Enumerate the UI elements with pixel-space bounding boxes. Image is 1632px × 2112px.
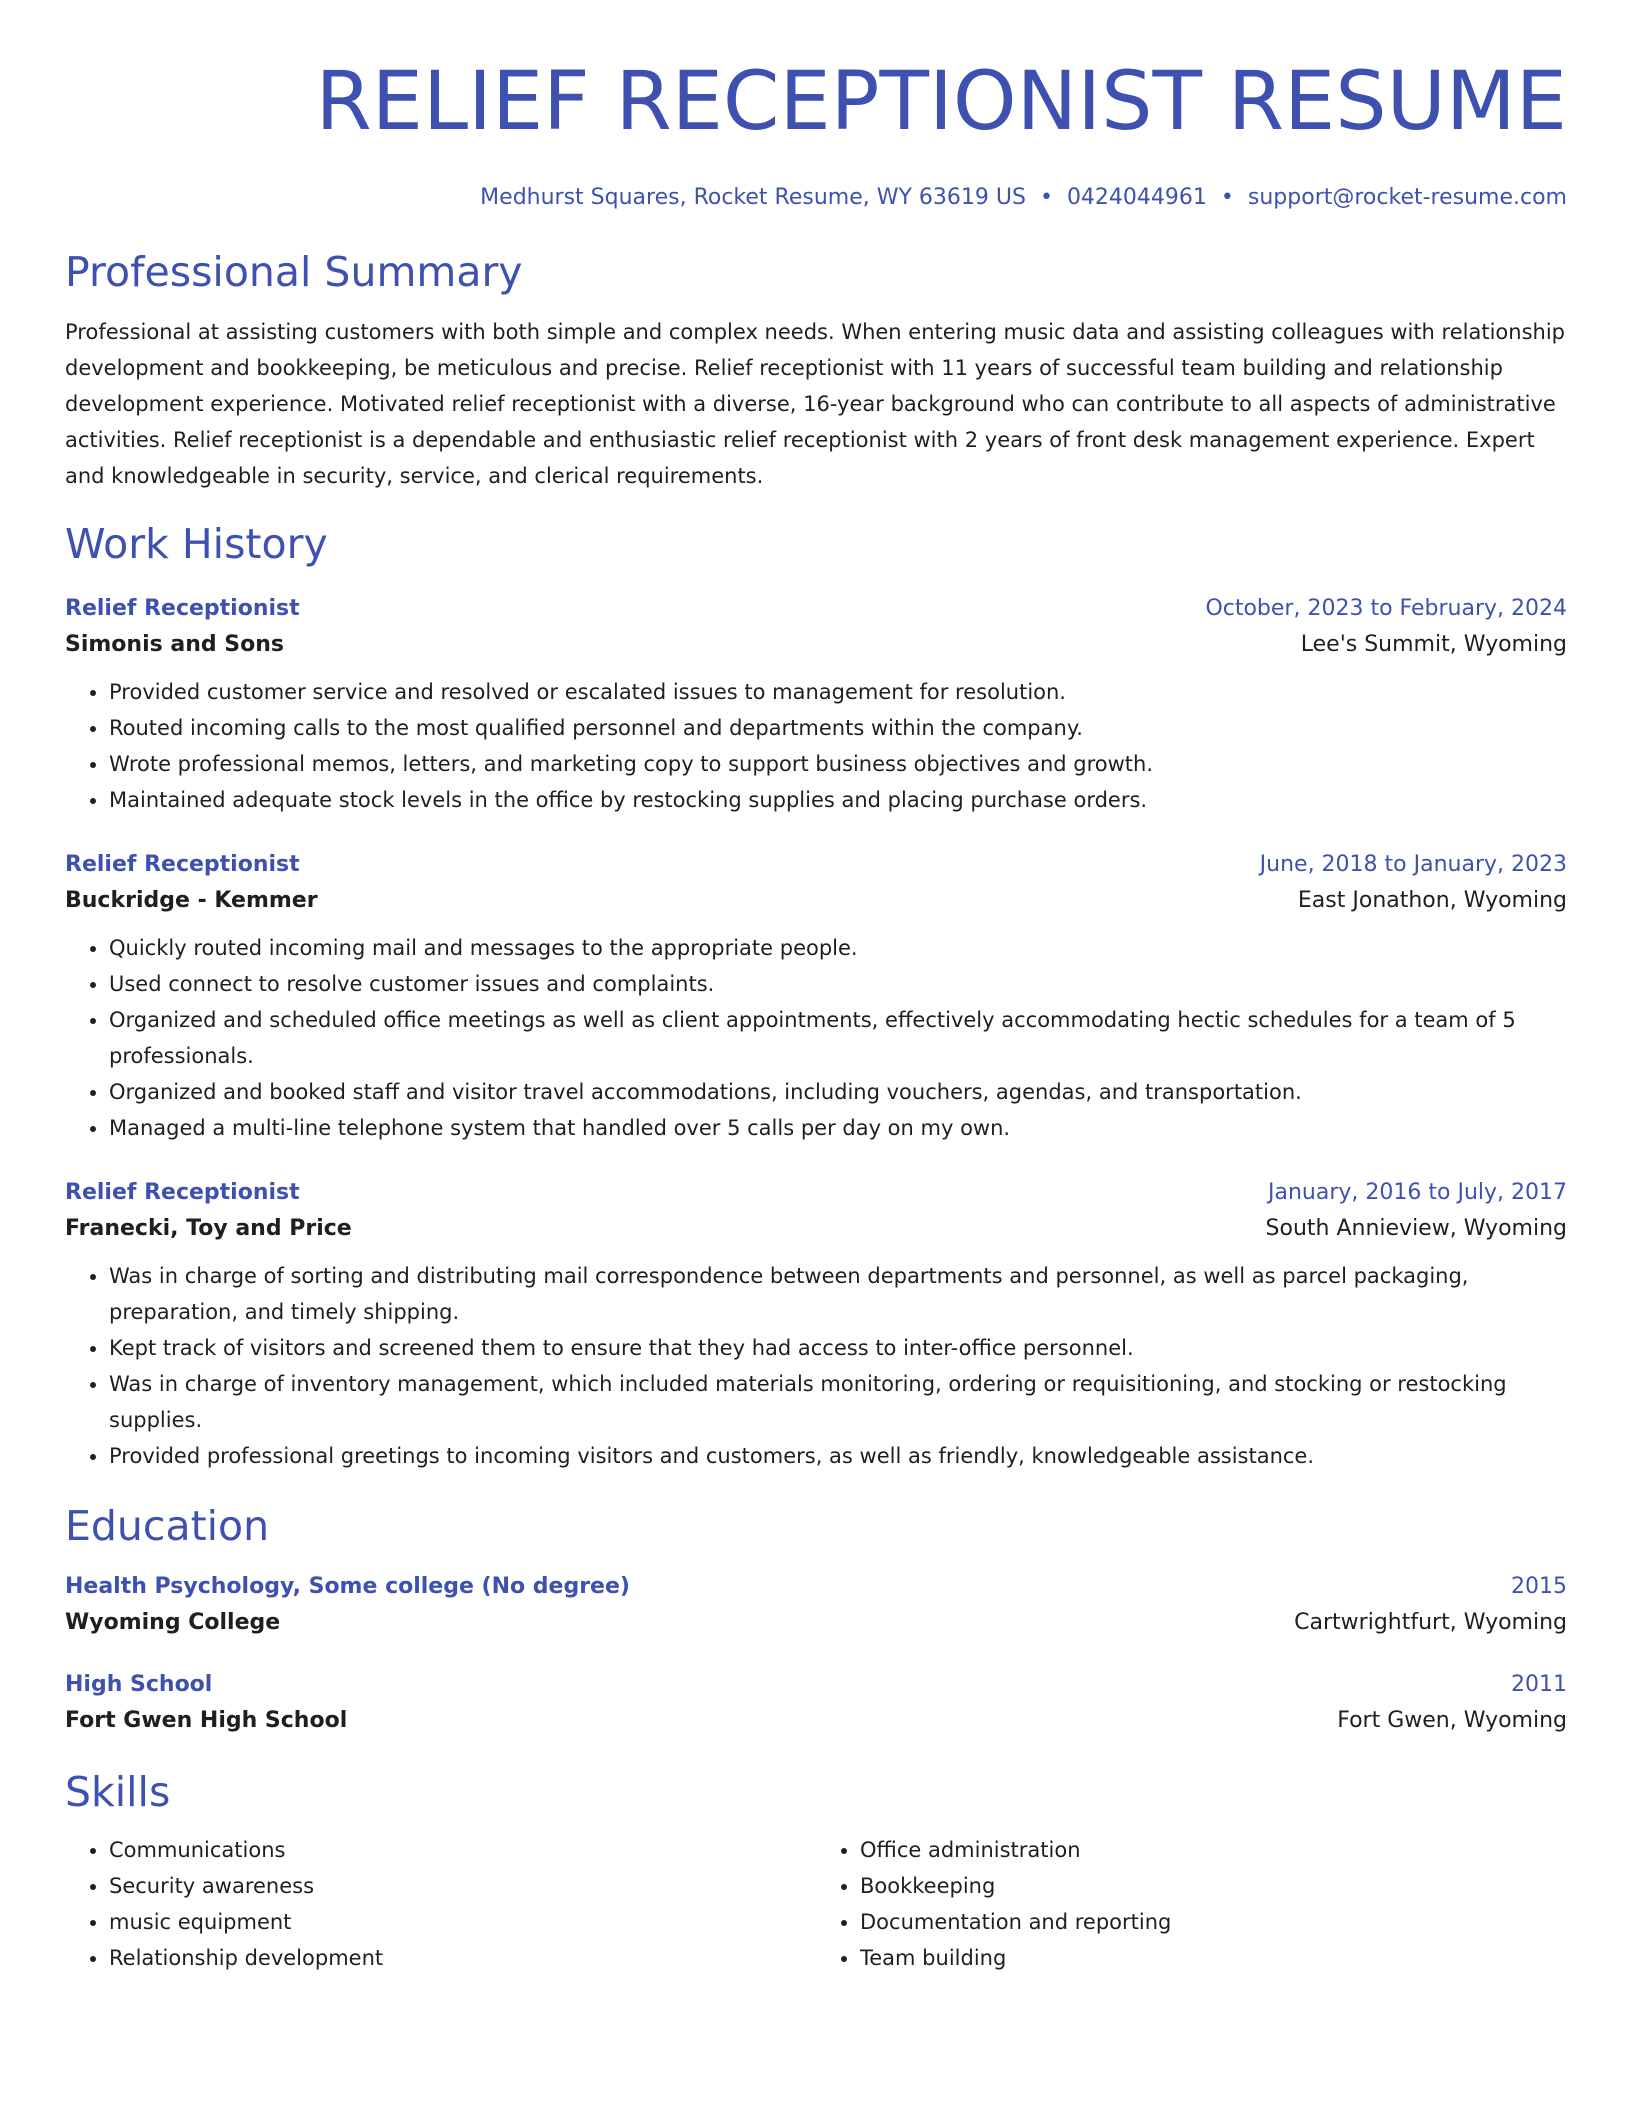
contact-email: support@rocket-resume.com <box>1247 185 1567 210</box>
summary-section <box>65 246 1567 494</box>
job-dates: January, 2016 to July, 2017 <box>1268 1180 1567 1205</box>
job-bullet: • Quickly routed incoming mail and messages to the appropriate people. <box>109 930 1567 966</box>
education-school: Fort Gwen High School <box>65 1708 348 1733</box>
job-company: Simonis and Sons <box>65 632 285 657</box>
skill-item: • Documentation and reporting <box>860 1904 1567 1940</box>
job-bullets <box>65 1258 1567 1474</box>
work-history-heading: Work History <box>65 520 328 568</box>
job-bullet: • Kept track of visitors and screened them to ensure that they had access to inter-office personnel. <box>109 1330 1567 1366</box>
job-bullets <box>65 930 1567 1146</box>
job-bullet: • Maintained adequate stock levels in the office by restocking supplies and placing purchase orders. <box>109 782 1567 818</box>
job-entry <box>65 1176 1567 1474</box>
education-school: Wyoming College <box>65 1610 281 1635</box>
education-degree: Health Psychology, Some college (No degree) <box>65 1574 630 1599</box>
job-bullet: • Routed incoming calls to the most qualified personnel and departments within the company. <box>109 710 1567 746</box>
skills-section <box>65 1766 1567 1976</box>
resume-title: RELIEF RECEPTIONIST RESUME <box>315 55 1567 149</box>
job-bullet: • Organized and booked staff and visitor travel accommodations, including vouchers, agendas, and transportation. <box>109 1074 1567 1110</box>
job-bullet: • Managed a multi-line telephone system that handled over 5 calls per day on my own. <box>109 1110 1567 1146</box>
job-bullet: • Provided customer service and resolved or escalated issues to management for resolution. <box>109 674 1567 710</box>
work-history-section <box>65 518 1567 1474</box>
skill-item: • Office administration <box>860 1832 1567 1868</box>
skills-columns <box>65 1832 1567 1976</box>
education-heading: Education <box>65 1502 270 1550</box>
job-location: East Jonathon, Wyoming <box>1297 888 1567 913</box>
contact-separator: • <box>1220 185 1234 210</box>
job-bullet: • Used connect to resolve customer issues and complaints. <box>109 966 1567 1002</box>
contact-line <box>65 182 1567 214</box>
education-entry <box>65 1570 1567 1642</box>
job-bullets <box>65 674 1567 818</box>
education-year: 2011 <box>1511 1672 1567 1697</box>
job-dates: June, 2018 to January, 2023 <box>1259 852 1567 877</box>
contact-separator: • <box>1039 185 1053 210</box>
education-entry <box>65 1668 1567 1740</box>
job-dates: October, 2023 to February, 2024 <box>1205 596 1567 621</box>
skills-list-right <box>816 1832 1567 1976</box>
skill-item: • Bookkeeping <box>860 1868 1567 1904</box>
contact-phone: 0424044961 <box>1066 185 1207 210</box>
job-bullet: • Provided professional greetings to incoming visitors and customers, as well as friendly, knowledgeable assistance. <box>109 1438 1567 1474</box>
summary-text: Professional at assisting customers with both simple and complex needs. When entering music data and assisting colleagues with relationship development and bookkeeping, be meticulous and precise. Relief receptionist with 11 years of successful team building and relationship development experience. Motivated relief receptionist with a diverse, 16-year background who can contribute to all aspects of administrative activities. Relief receptionist is a dependable and enthusiastic relief receptionist with 2 years of front desk management experience. Expert and knowledgeable in security, service, and clerical requirements. <box>65 320 1565 488</box>
job-entry <box>65 848 1567 1146</box>
job-role: Relief Receptionist <box>65 852 300 877</box>
skill-item: • Team building <box>860 1940 1567 1976</box>
education-degree: High School <box>65 1672 213 1697</box>
contact-address: Medhurst Squares, Rocket Resume, WY 63619 US <box>480 185 1026 210</box>
job-entry <box>65 592 1567 818</box>
job-company: Buckridge - Kemmer <box>65 888 318 913</box>
skill-item: • Security awareness <box>109 1868 816 1904</box>
job-role: Relief Receptionist <box>65 596 300 621</box>
education-location: Fort Gwen, Wyoming <box>1337 1708 1567 1733</box>
education-year: 2015 <box>1511 1574 1567 1599</box>
skill-item: • music equipment <box>109 1904 816 1940</box>
skills-list-left <box>65 1832 816 1976</box>
job-bullet: • Was in charge of sorting and distributing mail correspondence between departments and personnel, as well as parcel packaging, preparation, and timely shipping. <box>109 1258 1567 1330</box>
skills-heading: Skills <box>65 1768 171 1816</box>
education-section <box>65 1500 1567 1740</box>
skill-item: • Communications <box>109 1832 816 1868</box>
job-bullet: • Organized and scheduled office meetings as well as client appointments, effectively accommodating hectic schedules for a team of 5 professionals. <box>109 1002 1567 1074</box>
job-bullet: • Was in charge of inventory management, which included materials monitoring, ordering or requisitioning, and stocking or restocking supplies. <box>109 1366 1567 1438</box>
skill-item: • Relationship development <box>109 1940 816 1976</box>
job-company: Franecki, Toy and Price <box>65 1216 352 1241</box>
job-location: South Annieview, Wyoming <box>1265 1216 1567 1241</box>
job-location: Lee's Summit, Wyoming <box>1300 632 1567 657</box>
summary-heading: Professional Summary <box>65 248 523 296</box>
job-role: Relief Receptionist <box>65 1180 300 1205</box>
resume-header <box>65 52 1567 214</box>
education-location: Cartwrightfurt, Wyoming <box>1294 1610 1567 1635</box>
job-bullet: • Wrote professional memos, letters, and marketing copy to support business objectives and growth. <box>109 746 1567 782</box>
